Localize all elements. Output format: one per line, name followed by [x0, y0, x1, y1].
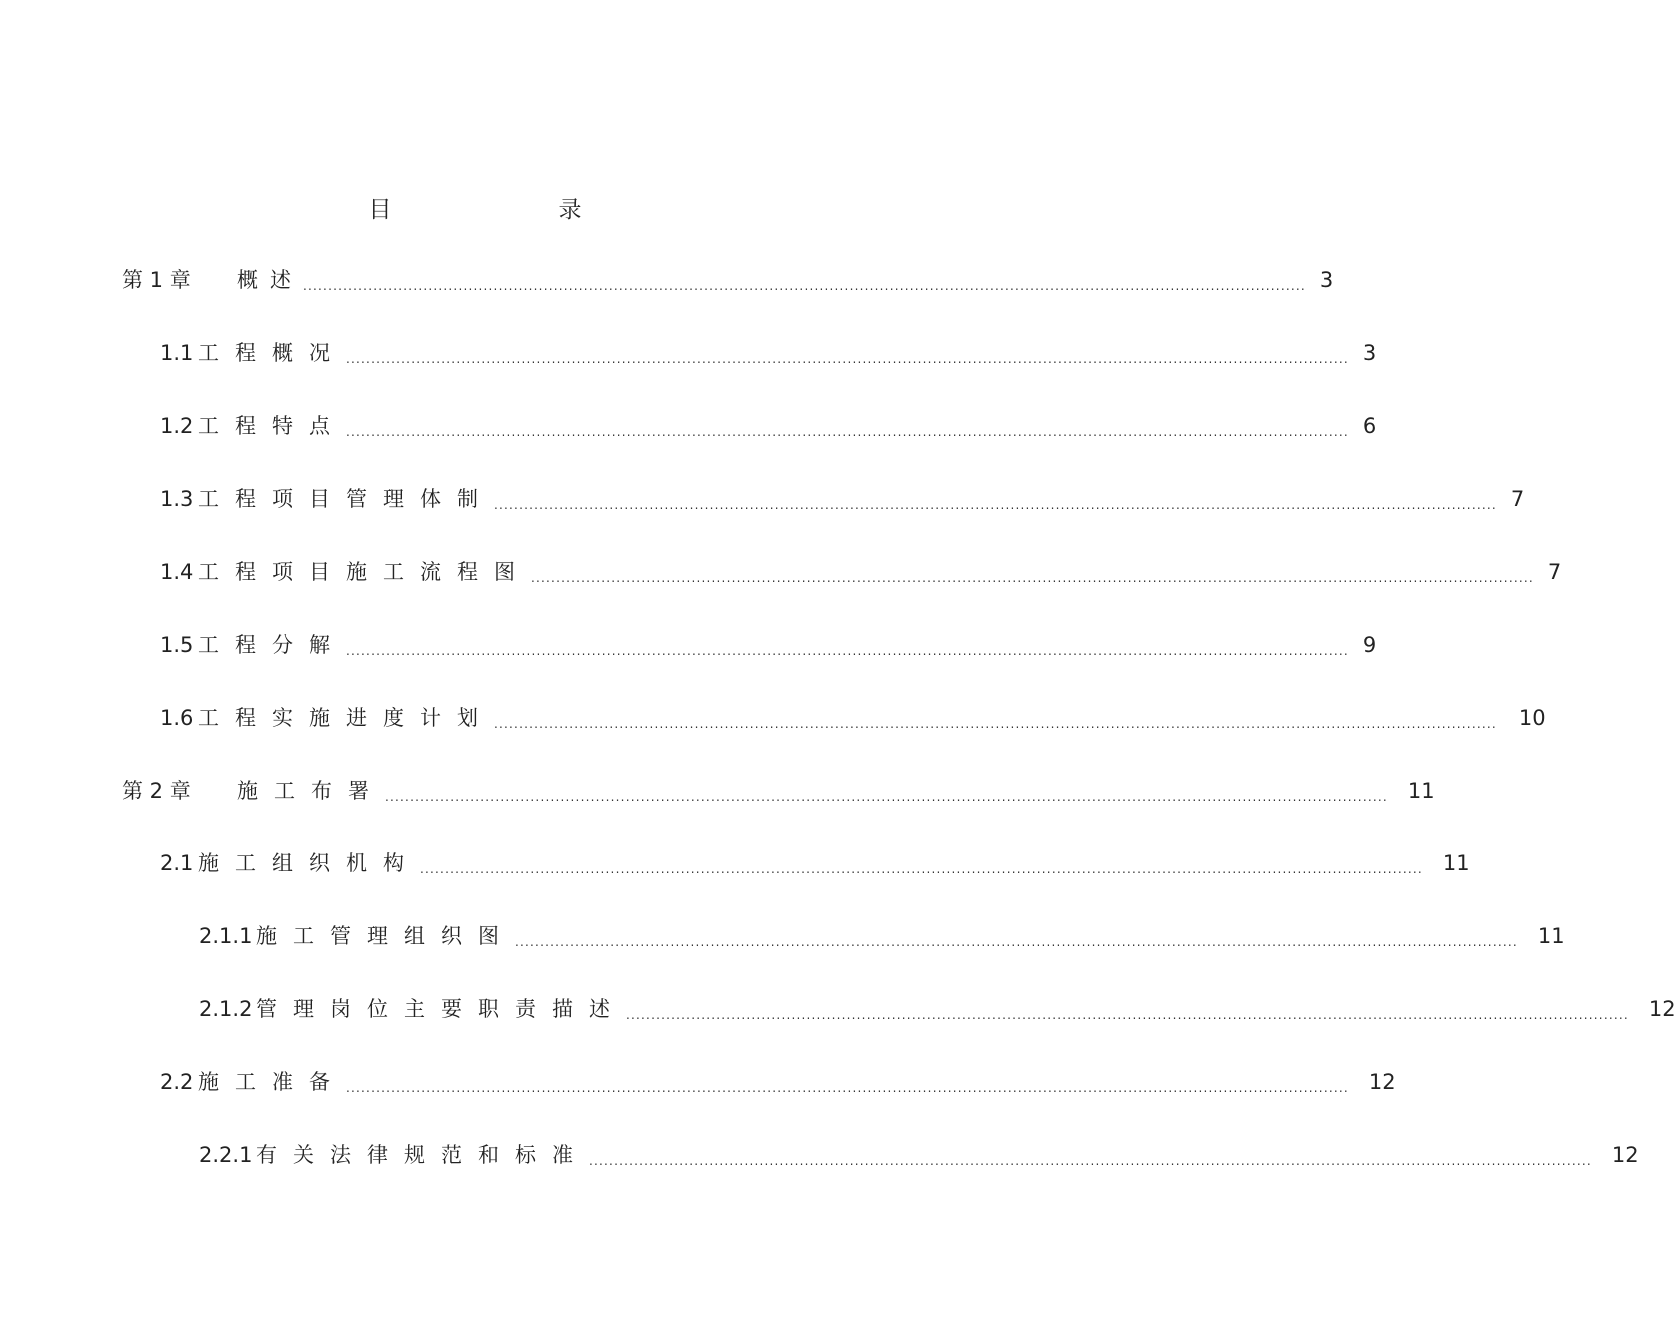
toc-entry-label: 概述	[237, 268, 303, 292]
toc-entry-number: 2.2.1	[199, 1143, 253, 1167]
toc-entry-label: 有关法律规范和标准	[256, 1143, 589, 1167]
toc-entry-page: 12	[1648, 997, 1676, 1021]
toc-entry-page: 3	[1362, 341, 1377, 365]
toc-entry-page: 11	[1442, 851, 1470, 875]
toc-entry-ch1[interactable]	[122, 260, 1334, 300]
toc-entry-number: 2.1	[160, 851, 194, 875]
toc-entry-page: 12	[1368, 1070, 1396, 1094]
toc-leader-dots: ........................................................................................................................................................................................................	[346, 352, 1349, 366]
toc-leader-dots: ........................................................................................................................................................................................................	[346, 644, 1349, 658]
toc-entry-ch2[interactable]	[122, 771, 1435, 811]
toc-entry-2-1-1[interactable]	[199, 916, 1565, 956]
toc-leader-dots: ........................................................................................................................................................................................................	[303, 279, 1306, 293]
toc-entry-page: 9	[1362, 633, 1377, 657]
toc-entry-number: 2.1.1	[199, 924, 253, 948]
toc-leader-dots: ........................................................................................................................................................................................................	[494, 717, 1497, 731]
toc-leader-dots: ........................................................................................................................................................................................................	[420, 862, 1423, 876]
toc-entry-1-1[interactable]	[160, 333, 1377, 373]
toc-entry-label: 工程分解	[198, 633, 346, 657]
toc-leader-dots: ........................................................................................................................................................................................................	[346, 1081, 1349, 1095]
toc-leader-dots: ........................................................................................................................................................................................................	[531, 571, 1534, 585]
toc-entry-1-4[interactable]	[160, 552, 1562, 592]
toc-entry-number: 1.3	[160, 487, 194, 511]
toc-leader-dots: ........................................................................................................................................................................................................	[589, 1154, 1592, 1168]
toc-leader-dots: ........................................................................................................................................................................................................	[515, 935, 1518, 949]
toc-entry-1-3[interactable]	[160, 479, 1525, 519]
toc-entry-number: 1.2	[160, 414, 194, 438]
toc-entry-number: 第 2 章	[122, 779, 191, 803]
toc-entry-2-2[interactable]	[160, 1062, 1396, 1102]
toc-entry-2-1-2[interactable]	[199, 989, 1676, 1029]
toc-entry-label: 工程特点	[198, 414, 346, 438]
toc-entry-page: 11	[1407, 779, 1435, 803]
toc-entry-label: 管理岗位主要职责描述	[256, 997, 626, 1021]
toc-entry-1-6[interactable]	[160, 698, 1546, 738]
toc-entry-1-5[interactable]	[160, 625, 1377, 665]
toc-leader-dots: ........................................................................................................................................................................................................	[385, 790, 1388, 804]
toc-entry-number: 1.6	[160, 706, 194, 730]
toc-entry-page: 10	[1518, 706, 1546, 730]
toc-entry-page: 6	[1362, 414, 1377, 438]
toc-entry-2-1[interactable]	[160, 843, 1470, 883]
toc-entry-number: 2.2	[160, 1070, 194, 1094]
toc-entry-label: 施工管理组织图	[256, 924, 515, 948]
toc-entry-label: 工程实施进度计划	[198, 706, 494, 730]
toc-entry-1-2[interactable]	[160, 406, 1377, 446]
toc-entry-page: 7	[1510, 487, 1525, 511]
toc-leader-dots: ........................................................................................................................................................................................................	[626, 1008, 1629, 1022]
toc-leader-dots: ........................................................................................................................................................................................................	[494, 498, 1497, 512]
toc-title: 目 录	[368, 197, 654, 223]
toc-entry-number: 1.5	[160, 633, 194, 657]
toc-entry-label: 工程项目管理体制	[198, 487, 494, 511]
toc-leader-dots: ........................................................................................................................................................................................................	[346, 425, 1349, 439]
toc-entry-page: 11	[1537, 924, 1565, 948]
toc-entry-page: 12	[1611, 1143, 1639, 1167]
toc-entry-page: 3	[1319, 268, 1334, 292]
toc-entry-label: 工程项目施工流程图	[198, 560, 531, 584]
toc-entry-label: 施工组织机构	[198, 851, 420, 875]
toc-entry-label: 工程概况	[198, 341, 346, 365]
toc-entry-label: 施工布署	[237, 779, 385, 803]
toc-entry-number: 1.1	[160, 341, 194, 365]
toc-entry-number: 第 1 章	[122, 268, 191, 292]
toc-entry-2-2-1[interactable]	[199, 1135, 1639, 1175]
toc-entry-page: 7	[1547, 560, 1562, 584]
toc-entry-label: 施工准备	[198, 1070, 346, 1094]
toc-entry-number: 2.1.2	[199, 997, 253, 1021]
toc-entry-number: 1.4	[160, 560, 194, 584]
